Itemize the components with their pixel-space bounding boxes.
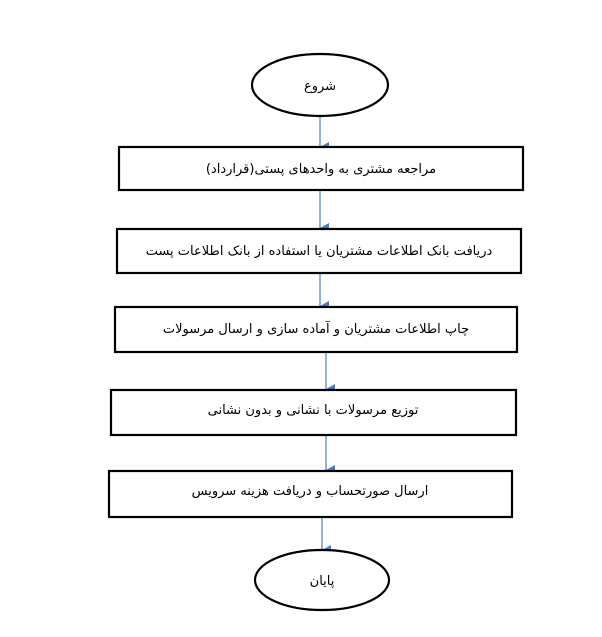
process-step-2 [117, 229, 521, 273]
process-step-1 [119, 147, 523, 190]
process-step-3 [115, 307, 517, 352]
process-step-1-label: مراجعه مشتری به واحدهای پستی(قرارداد) [205, 162, 437, 177]
start-node-label: شروع [303, 79, 337, 94]
process-step-5-label: ارسال صورتحساب و دریافت هزینه سرویس [191, 484, 429, 499]
process-step-2-label: دریافت بانک اطلاعات مشتریان یا استفاده از بانک اطلاعات پست [145, 244, 493, 259]
process-step-4 [111, 390, 516, 435]
end-node [255, 550, 389, 610]
process-step-5 [109, 471, 512, 517]
process-step-3-label: چاپ اطلاعات مشتریان و آماده سازی و ارسال مرسولات [162, 322, 470, 337]
start-node [252, 54, 388, 116]
end-node-label: پایان [309, 574, 335, 589]
process-step-4-label: توزیع مرسولات با نشانی و بدون نشانی [207, 403, 419, 418]
